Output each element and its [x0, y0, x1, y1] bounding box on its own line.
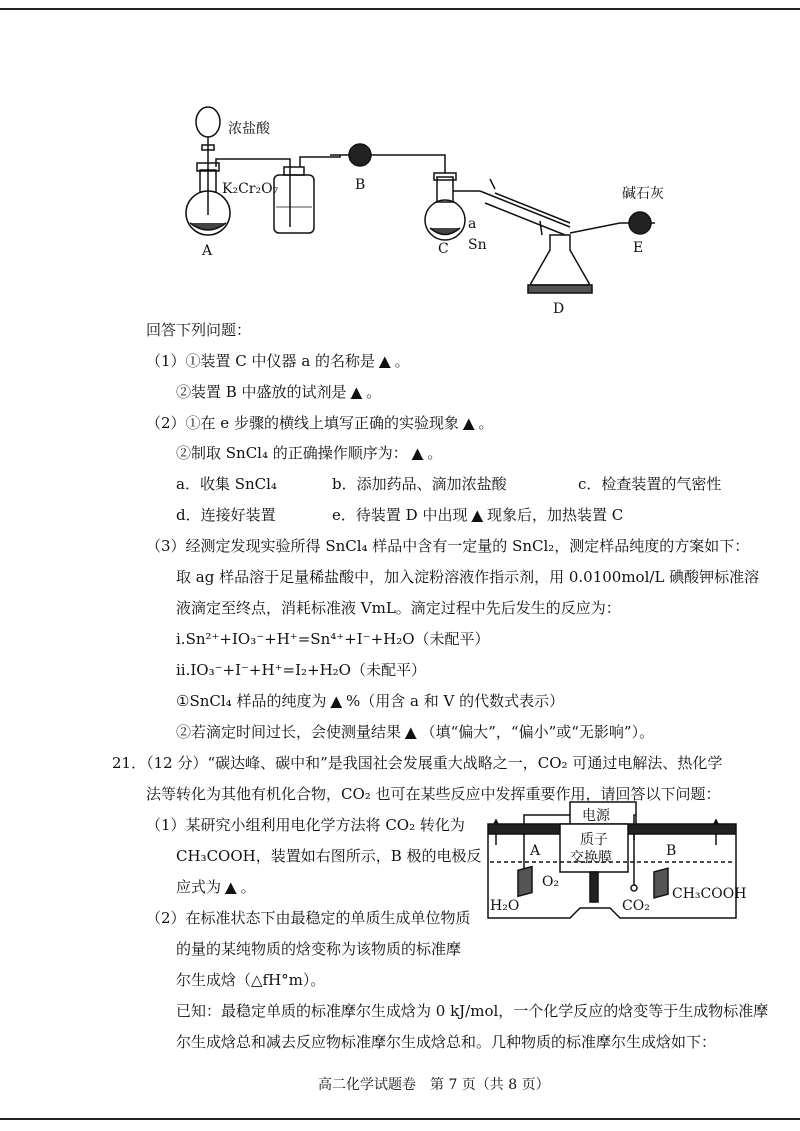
separatory-funnel [196, 107, 220, 137]
soda-lime-tube-e [629, 212, 651, 234]
period: 。 [366, 383, 382, 401]
label-power: 电源 [582, 808, 610, 824]
q20-p2-2-text: ②制取 SnCl₄ 的正确操作顺序为： [176, 444, 408, 462]
apparatus-diagram [150, 95, 670, 320]
label-o2: O₂ [542, 874, 560, 890]
electrode-b [654, 868, 668, 898]
label-e: E [633, 240, 644, 256]
q20-p3-q1 [176, 691, 564, 711]
label-ch3cooh: CH₃COOH [672, 886, 747, 902]
option-a: a．收集 SnCl₄ [176, 475, 277, 493]
q20-p2-2 [176, 443, 442, 463]
q20-p3-q2-pre: ②若滴定时间过长，会使测量结果 [176, 723, 402, 741]
reaction-ii: ii.IO₃⁻+I⁻+H⁺=I₂+H₂O（未配平） [176, 661, 426, 679]
answer-blank[interactable]: ▲ [405, 723, 417, 741]
wash-bottle [274, 175, 314, 233]
page-top-border [0, 8, 800, 10]
option-e-pre: e．待装置 D 中出现 [332, 506, 468, 524]
option-c: c．检查装置的气密性 [578, 475, 722, 493]
q21-line1: 21．（12 分）“碳达峰、碳中和”是我国社会发展重大战略之一，CO₂ 可通过电解法、热化学 [112, 754, 723, 772]
label-a-small: a [468, 216, 477, 232]
electrode-a [518, 867, 532, 897]
q20-p2-1-text: （2）①在 e 步骤的横线上填写正确的实验现象 [146, 414, 459, 432]
label-d: D [553, 301, 565, 317]
q20-p3-q1-post: %（用含 a 和 V 的代数式表示） [346, 692, 565, 710]
label-a: A [202, 243, 213, 259]
answer-blank[interactable]: ▲ [411, 444, 424, 462]
answer-blank[interactable]: ▲ [330, 692, 342, 710]
condenser-a [480, 191, 570, 227]
period: 。 [478, 414, 494, 432]
q21-p2-line2: 的量的某纯物质的焓变称为该物质的标准摩 [176, 940, 462, 958]
label-k2cr2o7: K₂Cr₂O₇ [222, 181, 279, 197]
q20-p1-1 [146, 351, 410, 371]
option-e-post: 现象后，加热装置 C [487, 506, 624, 524]
q20-p3-q2 [176, 722, 654, 742]
label-sn: Sn [468, 237, 487, 253]
page-bottom-border [0, 1118, 800, 1120]
page-footer: 高二化学试题卷 第 7 页（共 8 页） [318, 1077, 550, 1093]
label-b: B [355, 177, 366, 193]
q20-p3-line1: （3）经测定发现实验所得 SnCl₄ 样品中含有一定量的 SnCl₂，测定样品纯度的方案如下： [146, 537, 750, 555]
label-c: C [438, 241, 449, 257]
period: 。 [427, 444, 443, 462]
label-h2o: H₂O [490, 898, 520, 914]
q21-p2-line1: （2）在标准状态下由最稳定的单质生成单位物质 [146, 909, 471, 927]
q20-p1-2 [176, 382, 381, 402]
label-membrane-1: 质子 [580, 832, 608, 848]
answer-blank[interactable]: ▲ [225, 878, 237, 896]
q20-p1-2-text: ②装置 B 中盛放的试剂是 [176, 383, 347, 401]
q21-known-line2: 尔生成焓总和减去反应物标准摩尔生成焓总和。几种物质的标准摩尔生成焓如下： [176, 1033, 717, 1051]
period: 。 [240, 878, 256, 896]
label-electrode-b: B [666, 843, 677, 859]
option-e [332, 505, 623, 525]
answer-blank[interactable]: ▲ [350, 383, 363, 401]
q21-p2-line3: 尔生成焓（△fH°m）。 [176, 971, 326, 989]
intro-line: 回答下列问题： [146, 321, 252, 339]
q21-p1-line3 [176, 877, 256, 897]
q20-p3-line3: 液滴定至终点，消耗标准液 VmL。滴定过程中先后发生的反应为： [176, 599, 621, 617]
q21-p1-line3-text: 应式为 [176, 878, 222, 896]
option-b: b．添加药品、滴加浓盐酸 [332, 475, 507, 493]
q21-line2: 法等转化为其他有机化合物，CO₂ 也可在某些反应中发挥重要作用，请回答以下问题： [146, 785, 721, 803]
option-d: d．连接好装置 [176, 506, 276, 524]
q21-p1-line2: CH₃COOH，装置如右图所示，B 极的电极反 [176, 847, 482, 865]
conical-flask-d [530, 235, 590, 285]
label-electrode-a: A [530, 843, 541, 859]
answer-blank[interactable]: ▲ [379, 352, 391, 370]
q20-p3-q1-pre: ①SnCl₄ 样品的纯度为 [176, 692, 327, 710]
q20-p2-1 [146, 413, 494, 433]
label-soda-lime: 碱石灰 [622, 186, 664, 202]
drying-tube-b [349, 144, 371, 166]
q20-p3-line2: 取 ag 样品溶于足量稀盐酸中，加入淀粉溶液作指示剂，用 0.0100mol/L 碘酸钾标准溶 [176, 568, 760, 586]
electrolysis-cell-diagram [482, 800, 752, 925]
label-conc-hcl: 浓盐酸 [228, 121, 270, 137]
q20-p1-1-text: （1）①装置 C 中仪器 a 的名称是 [146, 352, 376, 370]
label-co2: CO₂ [622, 898, 650, 914]
answer-blank[interactable]: ▲ [462, 414, 475, 432]
answer-blank[interactable]: ▲ [471, 506, 483, 524]
q20-p3-q2-post: （填“偏大”，“偏小”或“无影响”）。 [420, 723, 655, 741]
period: 。 [394, 352, 410, 370]
q21-known-line1: 已知：最稳定单质的标准摩尔生成焓为 0 kJ/mol，一个化学反应的焓变等于生成物标准摩 [176, 1002, 769, 1020]
q21-p1-line1: （1）某研究小组利用电化学方法将 CO₂ 转化为 [146, 816, 465, 834]
reaction-i: i.Sn²⁺+IO₃⁻+H⁺=Sn⁴⁺+I⁻+H₂O（未配平） [176, 630, 490, 648]
label-membrane-2: 交换膜 [570, 850, 612, 866]
